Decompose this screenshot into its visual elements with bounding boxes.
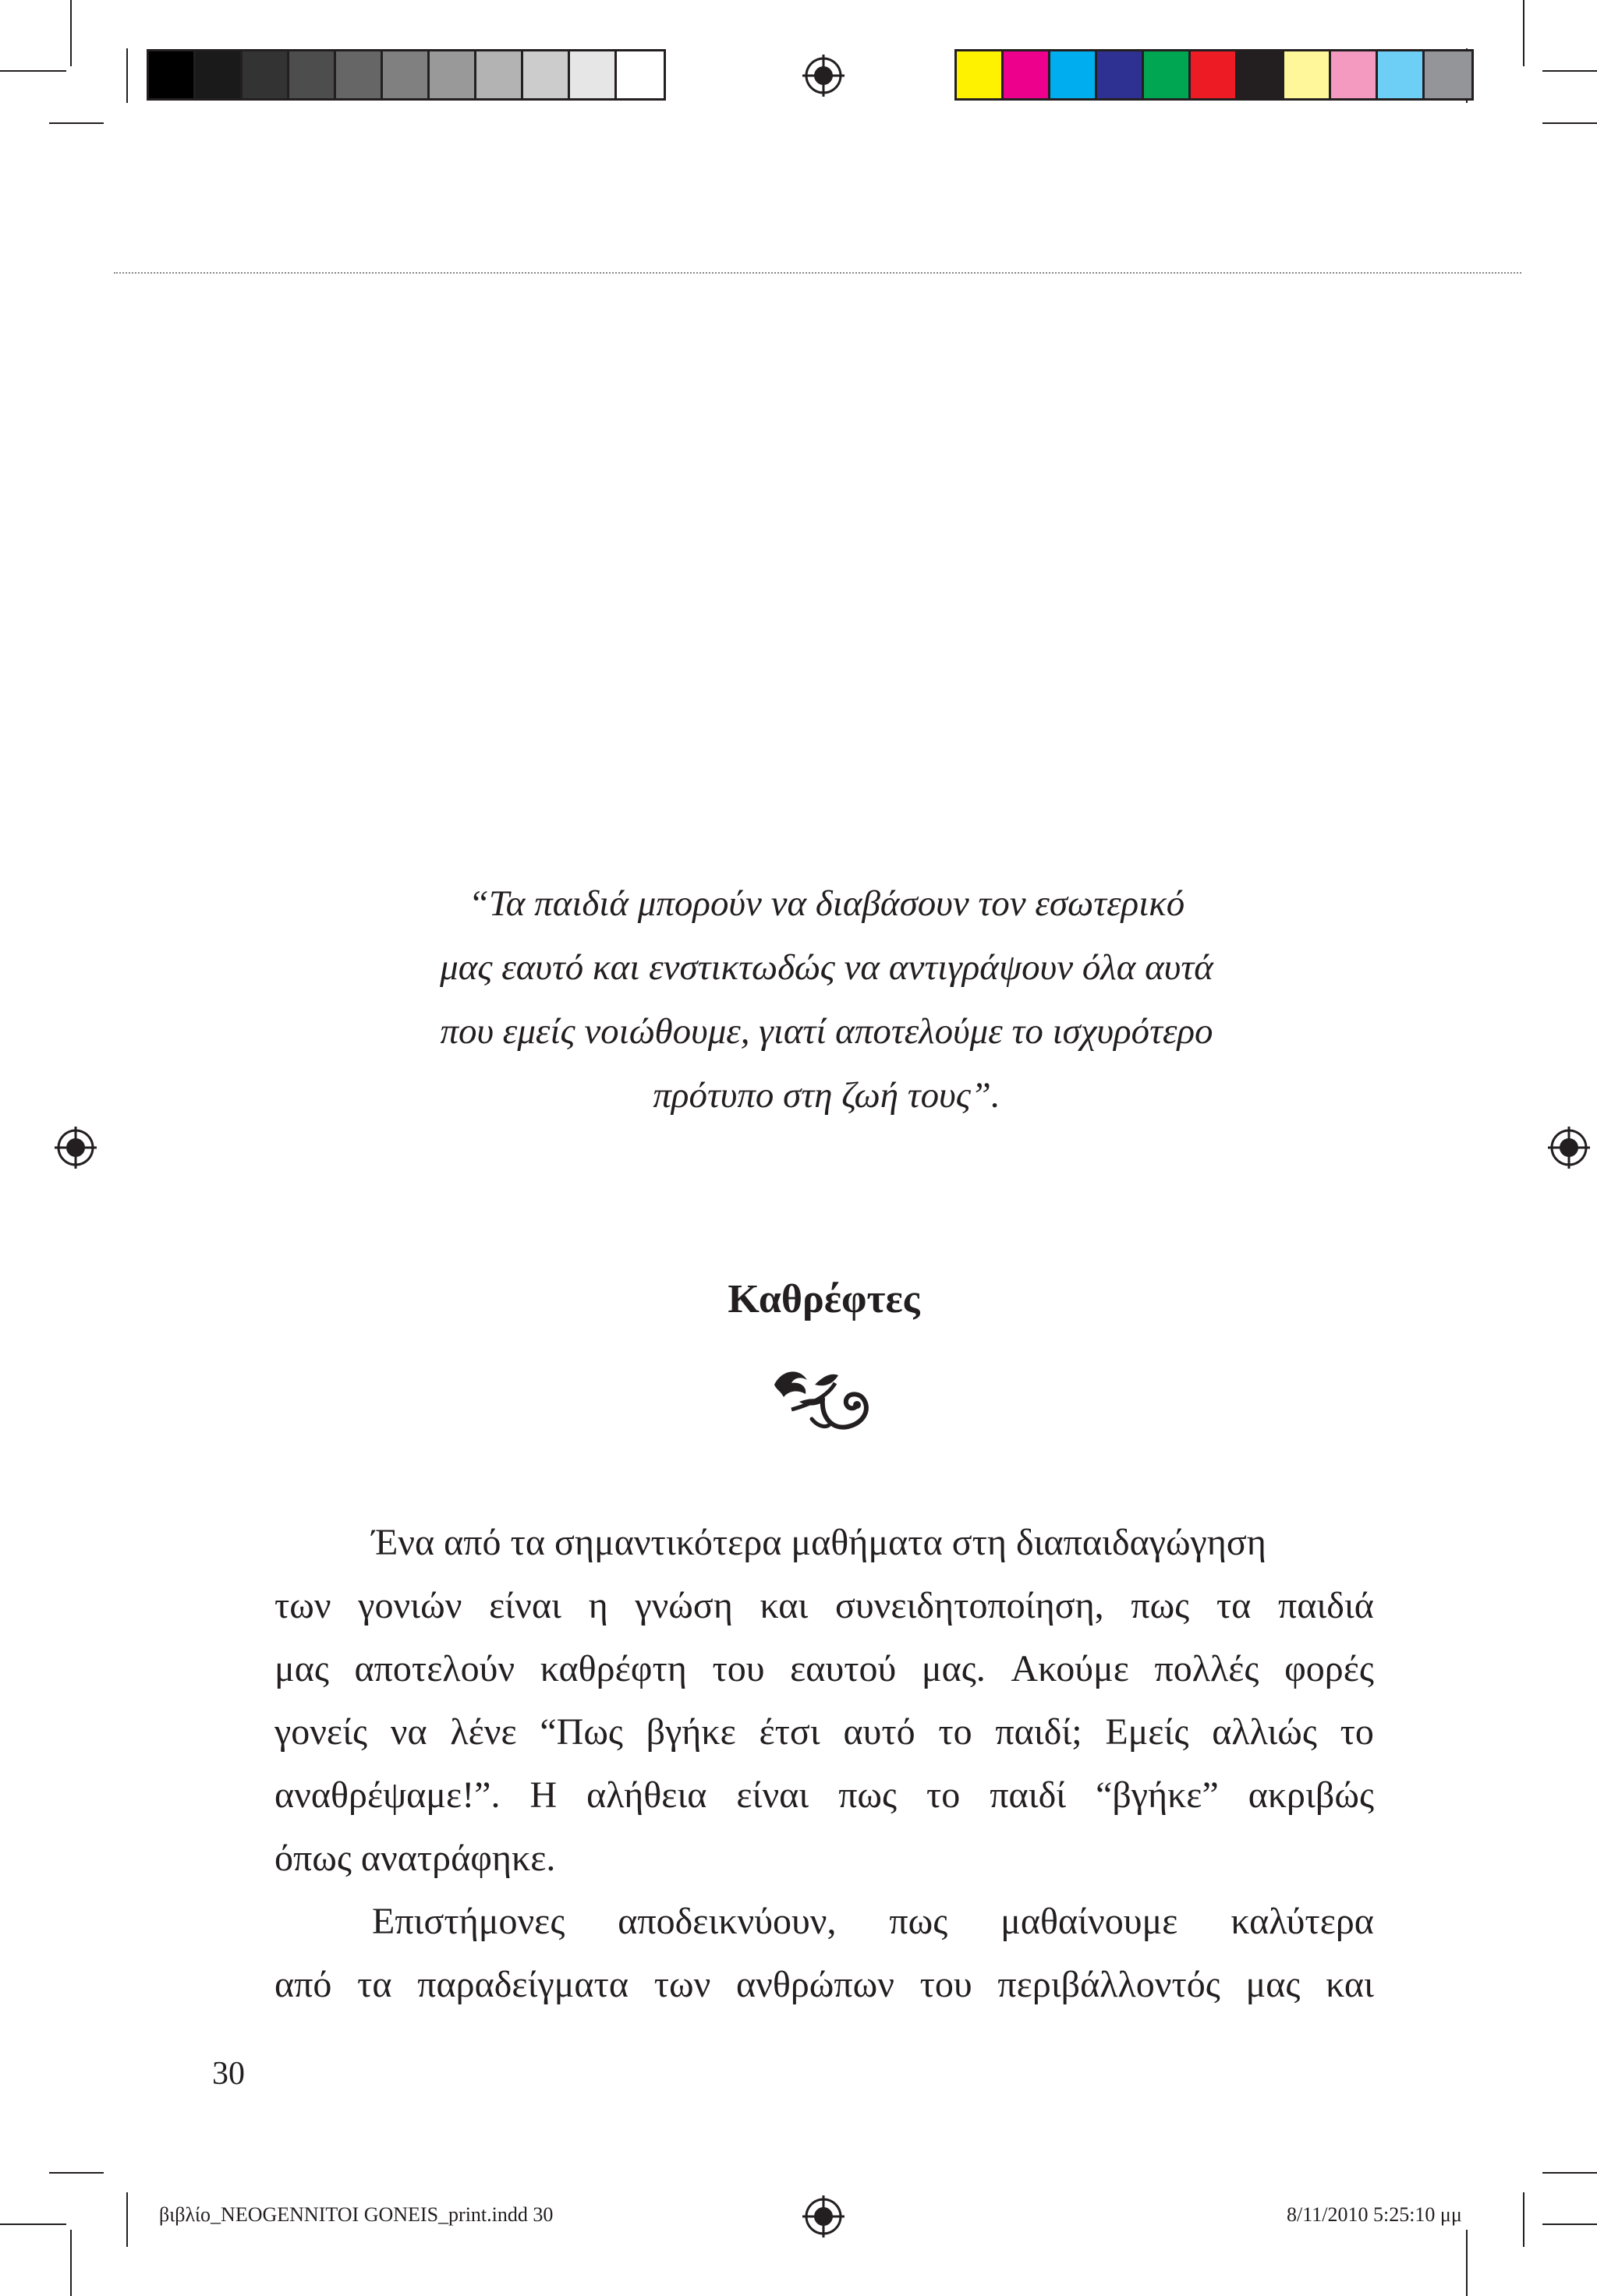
word: Ακούμε <box>1011 1648 1129 1689</box>
crop-mark <box>126 48 128 103</box>
word: αποδεικνύουν, <box>618 1901 837 1942</box>
color-swatch <box>1238 51 1284 98</box>
crop-mark <box>126 2192 128 2247</box>
color-swatch <box>1331 51 1378 98</box>
color-swatch <box>1050 51 1097 98</box>
word: αναθρέψαμε!”. <box>274 1774 501 1816</box>
crop-mark <box>0 2223 66 2225</box>
registration-mark-icon <box>55 1127 97 1169</box>
word: παιδί <box>990 1774 1067 1816</box>
word: ανθρώπων <box>736 1964 894 2005</box>
word: πολλές <box>1154 1648 1259 1689</box>
word: Επιστήμονες <box>372 1901 565 1942</box>
body-text <box>274 1511 1374 2016</box>
word: Εμείς <box>1105 1711 1189 1753</box>
word: τα <box>357 1964 392 2005</box>
word: η <box>588 1585 608 1626</box>
page-number: 30 <box>212 2056 245 2092</box>
word: “Πως <box>540 1711 623 1753</box>
registration-mark-icon <box>1548 1127 1590 1169</box>
color-swatch <box>1284 51 1331 98</box>
word: “βγήκε” <box>1096 1774 1219 1816</box>
slug-date: 8/11/2010 5:25:10 μμ <box>1287 2203 1462 2226</box>
word: των <box>653 1964 711 2005</box>
word: του <box>919 1964 972 2005</box>
color-swatch <box>383 51 430 98</box>
word: μας <box>1245 1964 1301 2005</box>
paragraph-line <box>274 1574 1374 1637</box>
word: παραδείγματα <box>417 1964 629 2005</box>
crop-mark <box>1542 122 1597 124</box>
word: λένε <box>450 1711 517 1753</box>
registration-mark-icon <box>802 55 845 97</box>
paragraph-line <box>274 1953 1374 2016</box>
word: αποτελούν <box>354 1648 515 1689</box>
color-swatch <box>1097 51 1144 98</box>
word: το <box>926 1774 961 1816</box>
word: το <box>938 1711 972 1753</box>
crop-mark <box>0 70 66 72</box>
color-swatch <box>1004 51 1050 98</box>
color-swatch <box>1425 51 1471 98</box>
word: φορές <box>1284 1648 1374 1689</box>
section-title: Καθρέφτες <box>728 1277 920 1321</box>
header-dotted-rule <box>114 272 1521 274</box>
word: έτσι <box>759 1711 820 1753</box>
paragraph-line <box>274 1700 1374 1764</box>
color-swatch <box>289 51 336 98</box>
word: καθρέφτη <box>540 1648 687 1689</box>
color-swatch <box>149 51 196 98</box>
color-swatch <box>570 51 617 98</box>
color-swatch <box>476 51 523 98</box>
quote-line: μας εαυτό και ενστικτωδώς να αντιγράψουν όλα αυτά <box>440 947 1213 988</box>
crop-mark <box>1523 2192 1524 2247</box>
word: τα <box>1216 1585 1252 1626</box>
crop-mark <box>1523 0 1524 66</box>
paragraph-line <box>274 1890 1374 1953</box>
word: και <box>760 1585 809 1626</box>
grayscale-color-bar <box>147 49 666 101</box>
word: από <box>274 1964 332 2005</box>
crop-mark <box>1542 70 1597 72</box>
quote-line: “Τα παιδιά μπορούν να διαβάσουν τον εσωτερικό <box>468 883 1185 924</box>
paragraph-line: όπως ανατράφηκε. <box>274 1838 556 1879</box>
word: γνώση <box>635 1585 733 1626</box>
crop-mark <box>49 2172 104 2174</box>
paragraph-line <box>274 1637 1374 1700</box>
crop-mark <box>70 2230 72 2296</box>
color-swatch <box>196 51 243 98</box>
crop-mark <box>1542 2172 1597 2174</box>
word: είναι <box>736 1774 809 1816</box>
process-color-bar <box>954 49 1474 101</box>
color-swatch <box>1144 51 1191 98</box>
color-swatch <box>1191 51 1238 98</box>
word: βγήκε <box>646 1711 736 1753</box>
word: αυτό <box>843 1711 915 1753</box>
color-swatch <box>1378 51 1425 98</box>
word: πως <box>1131 1585 1190 1626</box>
word: το <box>1340 1711 1374 1753</box>
word: μαθαίνουμε <box>1000 1901 1178 1942</box>
floral-ornament-icon <box>768 1363 879 1433</box>
word: πως <box>889 1901 948 1942</box>
epigraph-quote <box>328 872 1326 1127</box>
word: του <box>712 1648 765 1689</box>
word: παιδί; <box>995 1711 1082 1753</box>
word: παιδιά <box>1277 1585 1374 1626</box>
word: συνειδητοποίηση, <box>835 1585 1104 1626</box>
word: γονιών <box>358 1585 462 1626</box>
word: πως <box>838 1774 898 1816</box>
crop-mark <box>49 122 104 124</box>
word: καλύτερα <box>1231 1901 1374 1942</box>
slug-file-info: βιβλίο_NEOGENNITOI GONEIS_print.indd 30 <box>159 2203 554 2226</box>
word: αλλιώς <box>1212 1711 1317 1753</box>
word: περιβάλλοντός <box>997 1964 1220 2005</box>
word: μας <box>274 1648 329 1689</box>
word: είναι <box>489 1585 561 1626</box>
color-swatch <box>243 51 289 98</box>
color-swatch <box>957 51 1004 98</box>
word: εαυτού <box>790 1648 897 1689</box>
word: μας. <box>921 1648 986 1689</box>
quote-line: πρότυπο στη ζωή τους”. <box>653 1075 1000 1116</box>
registration-mark-icon <box>802 2195 845 2238</box>
paragraph-line <box>274 1764 1374 1827</box>
color-swatch <box>523 51 570 98</box>
paragraph-line: Ένα από τα σημαντικότερα μαθήματα στη διαπαιδαγώγηση <box>372 1522 1266 1563</box>
crop-mark <box>70 0 72 66</box>
crop-mark <box>1542 2223 1597 2225</box>
word: γονείς <box>274 1711 367 1753</box>
word: Η <box>529 1774 558 1816</box>
color-swatch <box>336 51 383 98</box>
word: αλήθεια <box>586 1774 707 1816</box>
word: ακριβώς <box>1248 1774 1374 1816</box>
quote-line: που εμείς νοιώθουμε, γιατί αποτελούμε το ισχυρότερο <box>440 1011 1213 1052</box>
crop-mark <box>1466 2230 1468 2296</box>
color-swatch <box>430 51 476 98</box>
word: να <box>390 1711 427 1753</box>
color-swatch <box>617 51 664 98</box>
word: και <box>1326 1964 1374 2005</box>
word: των <box>274 1585 331 1626</box>
